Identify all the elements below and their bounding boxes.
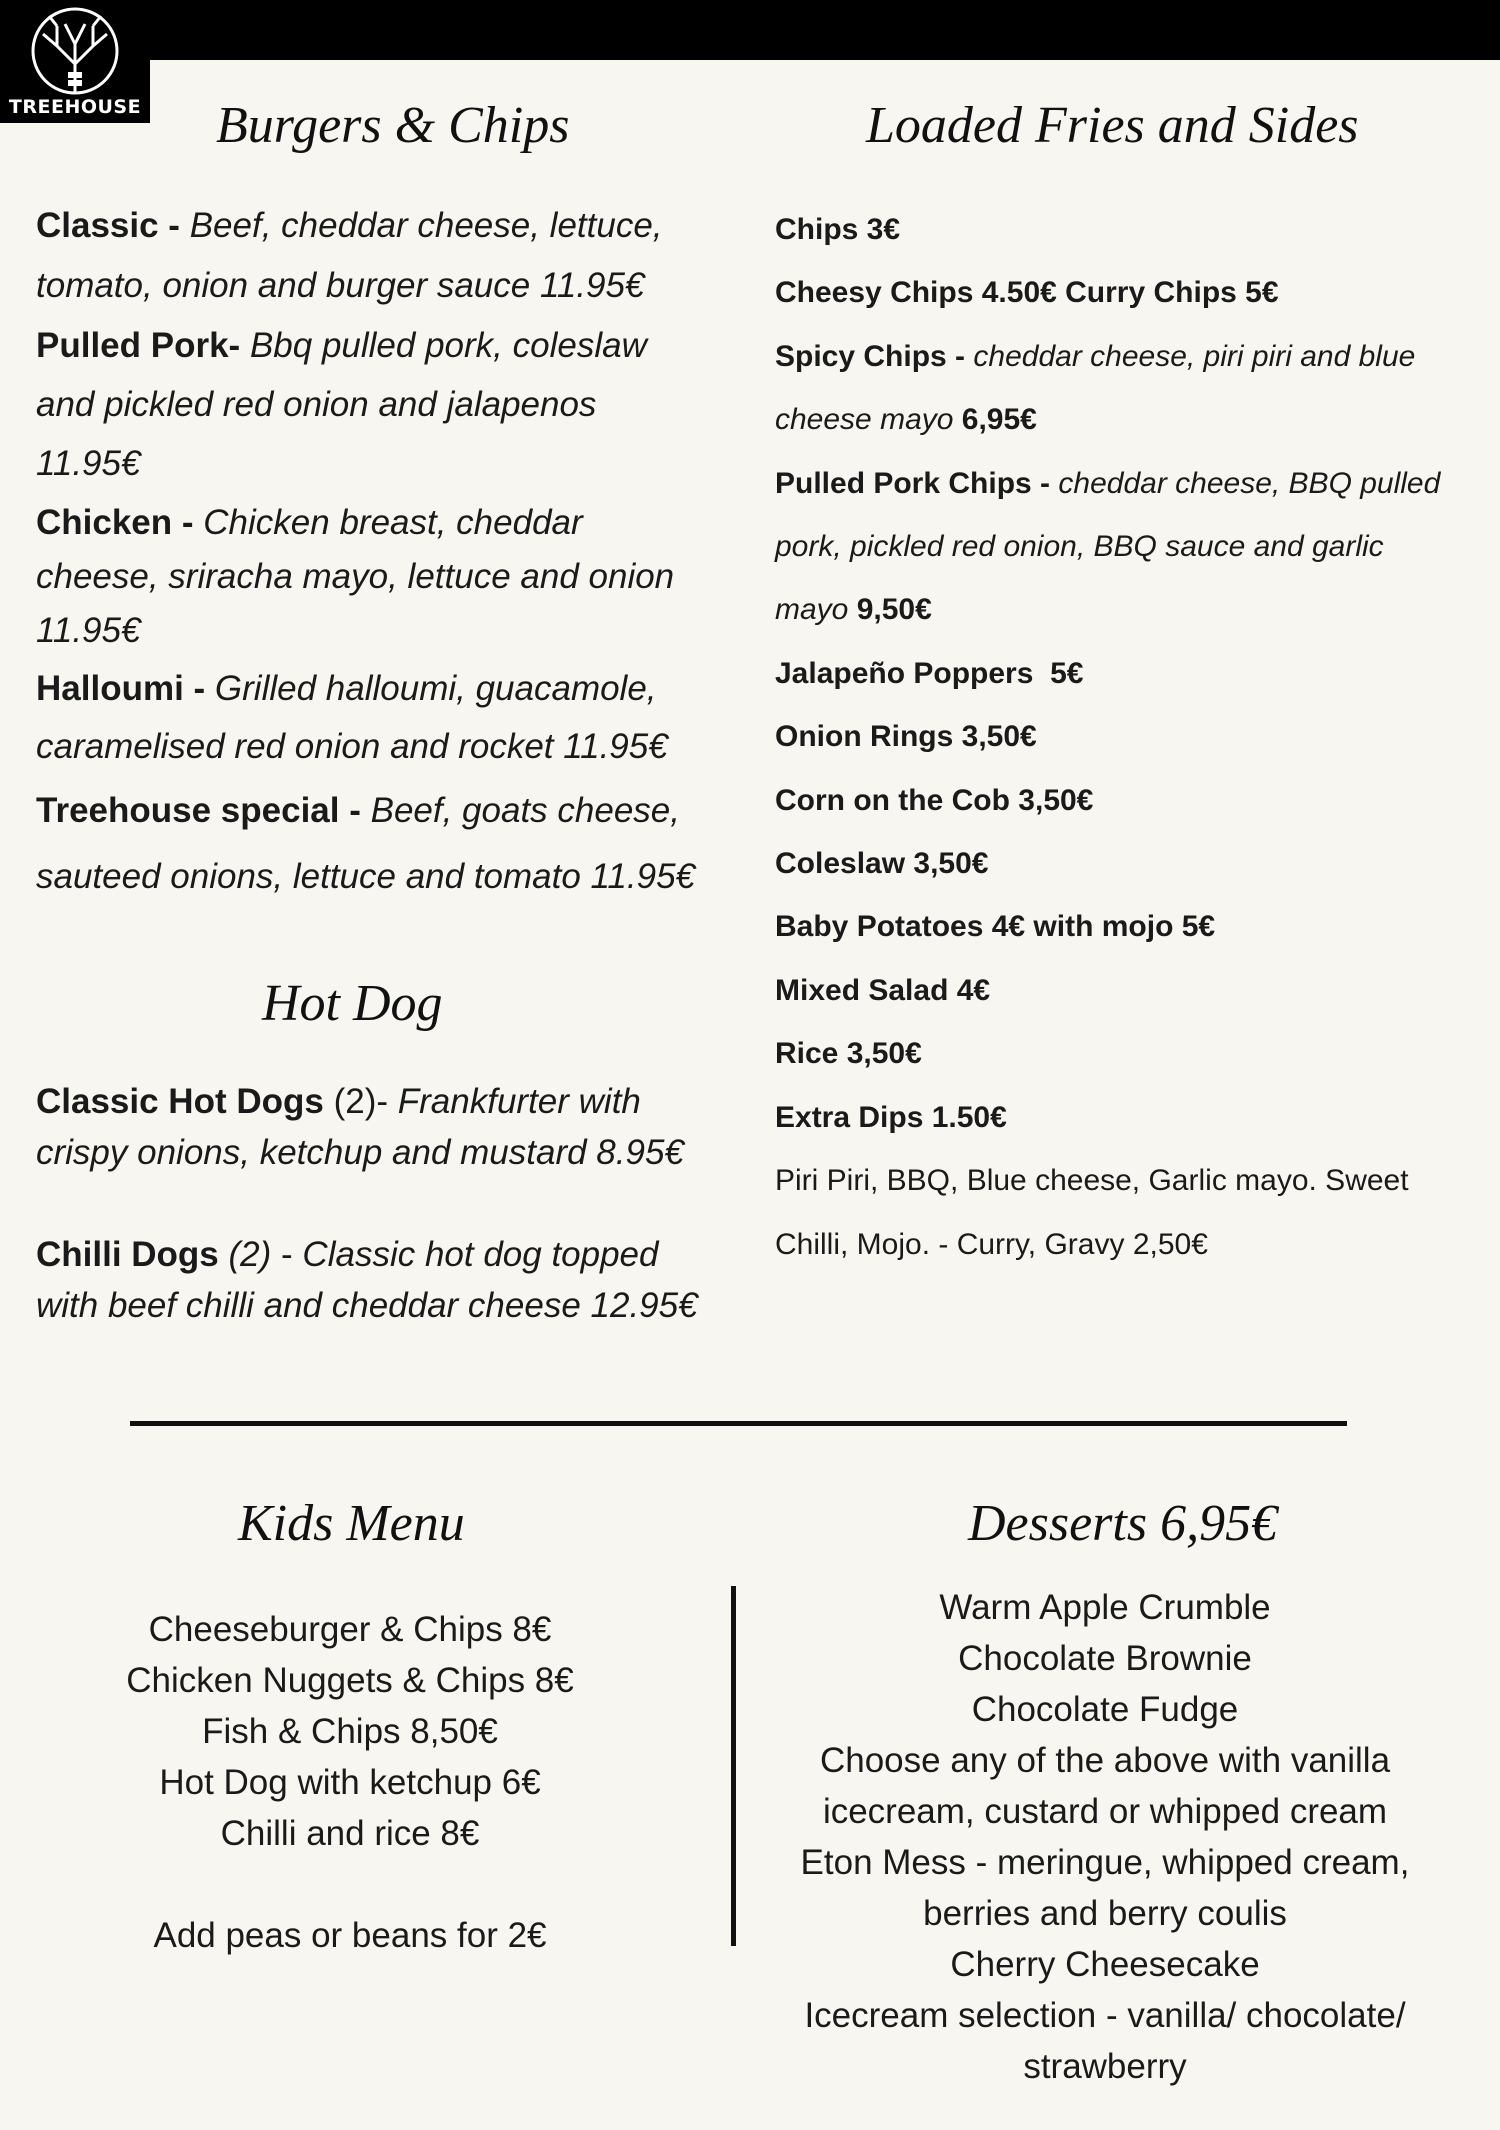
list-item: Chocolate Brownie: [958, 1639, 1252, 1678]
menu-item-rice: Rice 3,50€: [775, 1037, 922, 1071]
menu-item-coleslaw: Coleslaw 3,50€: [775, 847, 989, 881]
hotdog-list: [36, 1076, 756, 1331]
desserts-list: [765, 1582, 1445, 2092]
kids-list: [60, 1604, 640, 1961]
menu-item-chips: Chips 3€: [775, 213, 901, 246]
menu-item-classic-hot-dogs: Classic Hot Dogs (2)- Frankfurter with crispy onions, ketchup and mustard 8.95€: [36, 1082, 684, 1172]
menu-item-extra-dips: Extra Dips 1.50€: [775, 1100, 1007, 1134]
menu-item-halloumi: Halloumi - Grilled halloumi, guacamole, caramelised red onion and rocket 11.95€: [36, 669, 668, 766]
burgers-list: [36, 196, 756, 910]
burgers-title: Burgers & Chips: [216, 97, 570, 154]
list-item: Cherry Cheesecake: [950, 1945, 1260, 1984]
menu-item-jalapeno-poppers: Jalapeño Poppers 5€: [775, 656, 1084, 690]
section-divider: [130, 1421, 1347, 1426]
list-item: Choose any of the above with vanilla: [819, 1741, 1391, 1780]
sides-title: Loaded Fries and Sides: [866, 97, 1359, 154]
menu-item-onion-rings: Onion Rings 3,50€: [775, 720, 1037, 754]
menu-item-pulled-pork: Pulled Pork- Bbq pulled pork, coleslaw and pickled red onion and jalapenos 11.95€: [36, 326, 647, 483]
list-item: Icecream selection - vanilla/ chocolate/: [804, 1996, 1406, 2035]
menu-item-chicken: Chicken - Chicken breast, cheddar cheese, sriracha mayo, lettuce and onion 11.95€: [36, 503, 675, 650]
menu-item-pulled-pork-chips: Pulled Pork Chips - cheddar cheese, BBQ pulled pork, pickled red onion, BBQ sauce and garlic mayo 9,50€: [775, 466, 1441, 627]
list-item: Warm Apple Crumble: [939, 1588, 1271, 1627]
list-item: Chilli and rice 8€: [220, 1814, 480, 1853]
list-item: berries and berry coulis: [923, 1894, 1287, 1933]
menu-item-chilli-dogs: Chilli Dogs (2) - Classic hot dog topped with beef chilli and cheddar cheese 12.95€: [36, 1235, 698, 1325]
menu-item-spicy-chips: Spicy Chips - cheddar cheese, piri piri and blue cheese mayo 6,95€: [775, 339, 1416, 437]
top-bar: [0, 0, 1500, 60]
kids-note: Add peas or beans for 2€: [153, 1916, 547, 1955]
dips-list: Piri Piri, BBQ, Blue cheese, Garlic mayo. Sweet Chilli, Mojo. - Curry, Gravy 2,50€: [775, 1164, 1409, 1261]
tree-logo-icon: [21, 4, 129, 98]
list-item: Chicken Nuggets & Chips 8€: [126, 1661, 574, 1700]
treehouse-logo: [0, 0, 150, 123]
list-item: icecream, custard or whipped cream: [822, 1792, 1388, 1831]
list-item: Chocolate Fudge: [971, 1690, 1239, 1729]
list-item: Cheeseburger & Chips 8€: [148, 1610, 552, 1649]
menu-item-baby-potatoes: Baby Potatoes 4€ with mojo 5€: [775, 910, 1216, 944]
menu-item-mixed-salad: Mixed Salad 4€: [775, 973, 991, 1007]
logo-text: TREEHOUSE: [8, 96, 142, 118]
list-item: Hot Dog with ketchup 6€: [159, 1763, 541, 1802]
list-item: Fish & Chips 8,50€: [202, 1712, 498, 1751]
menu-item-treehouse-special: Treehouse special - Beef, goats cheese, sauteed onions, lettuce and tomato 11.95€: [36, 791, 696, 896]
sides-list: [775, 198, 1495, 1276]
hotdog-title: Hot Dog: [262, 975, 443, 1032]
menu-item-corn: Corn on the Cob 3,50€: [775, 783, 1094, 817]
list-item: Eton Mess - meringue, whipped cream,: [800, 1843, 1410, 1882]
desserts-title: Desserts 6,95€: [968, 1495, 1278, 1552]
vertical-divider: [731, 1586, 736, 1946]
menu-item-classic: Classic - Beef, cheddar cheese, lettuce, tomato, onion and burger sauce 11.95€: [36, 206, 663, 305]
list-item: strawberry: [1023, 2047, 1187, 2086]
kids-title: Kids Menu: [238, 1495, 465, 1552]
menu-item-cheesy-chips: Cheesy Chips 4.50€ Curry Chips 5€: [775, 276, 1279, 310]
